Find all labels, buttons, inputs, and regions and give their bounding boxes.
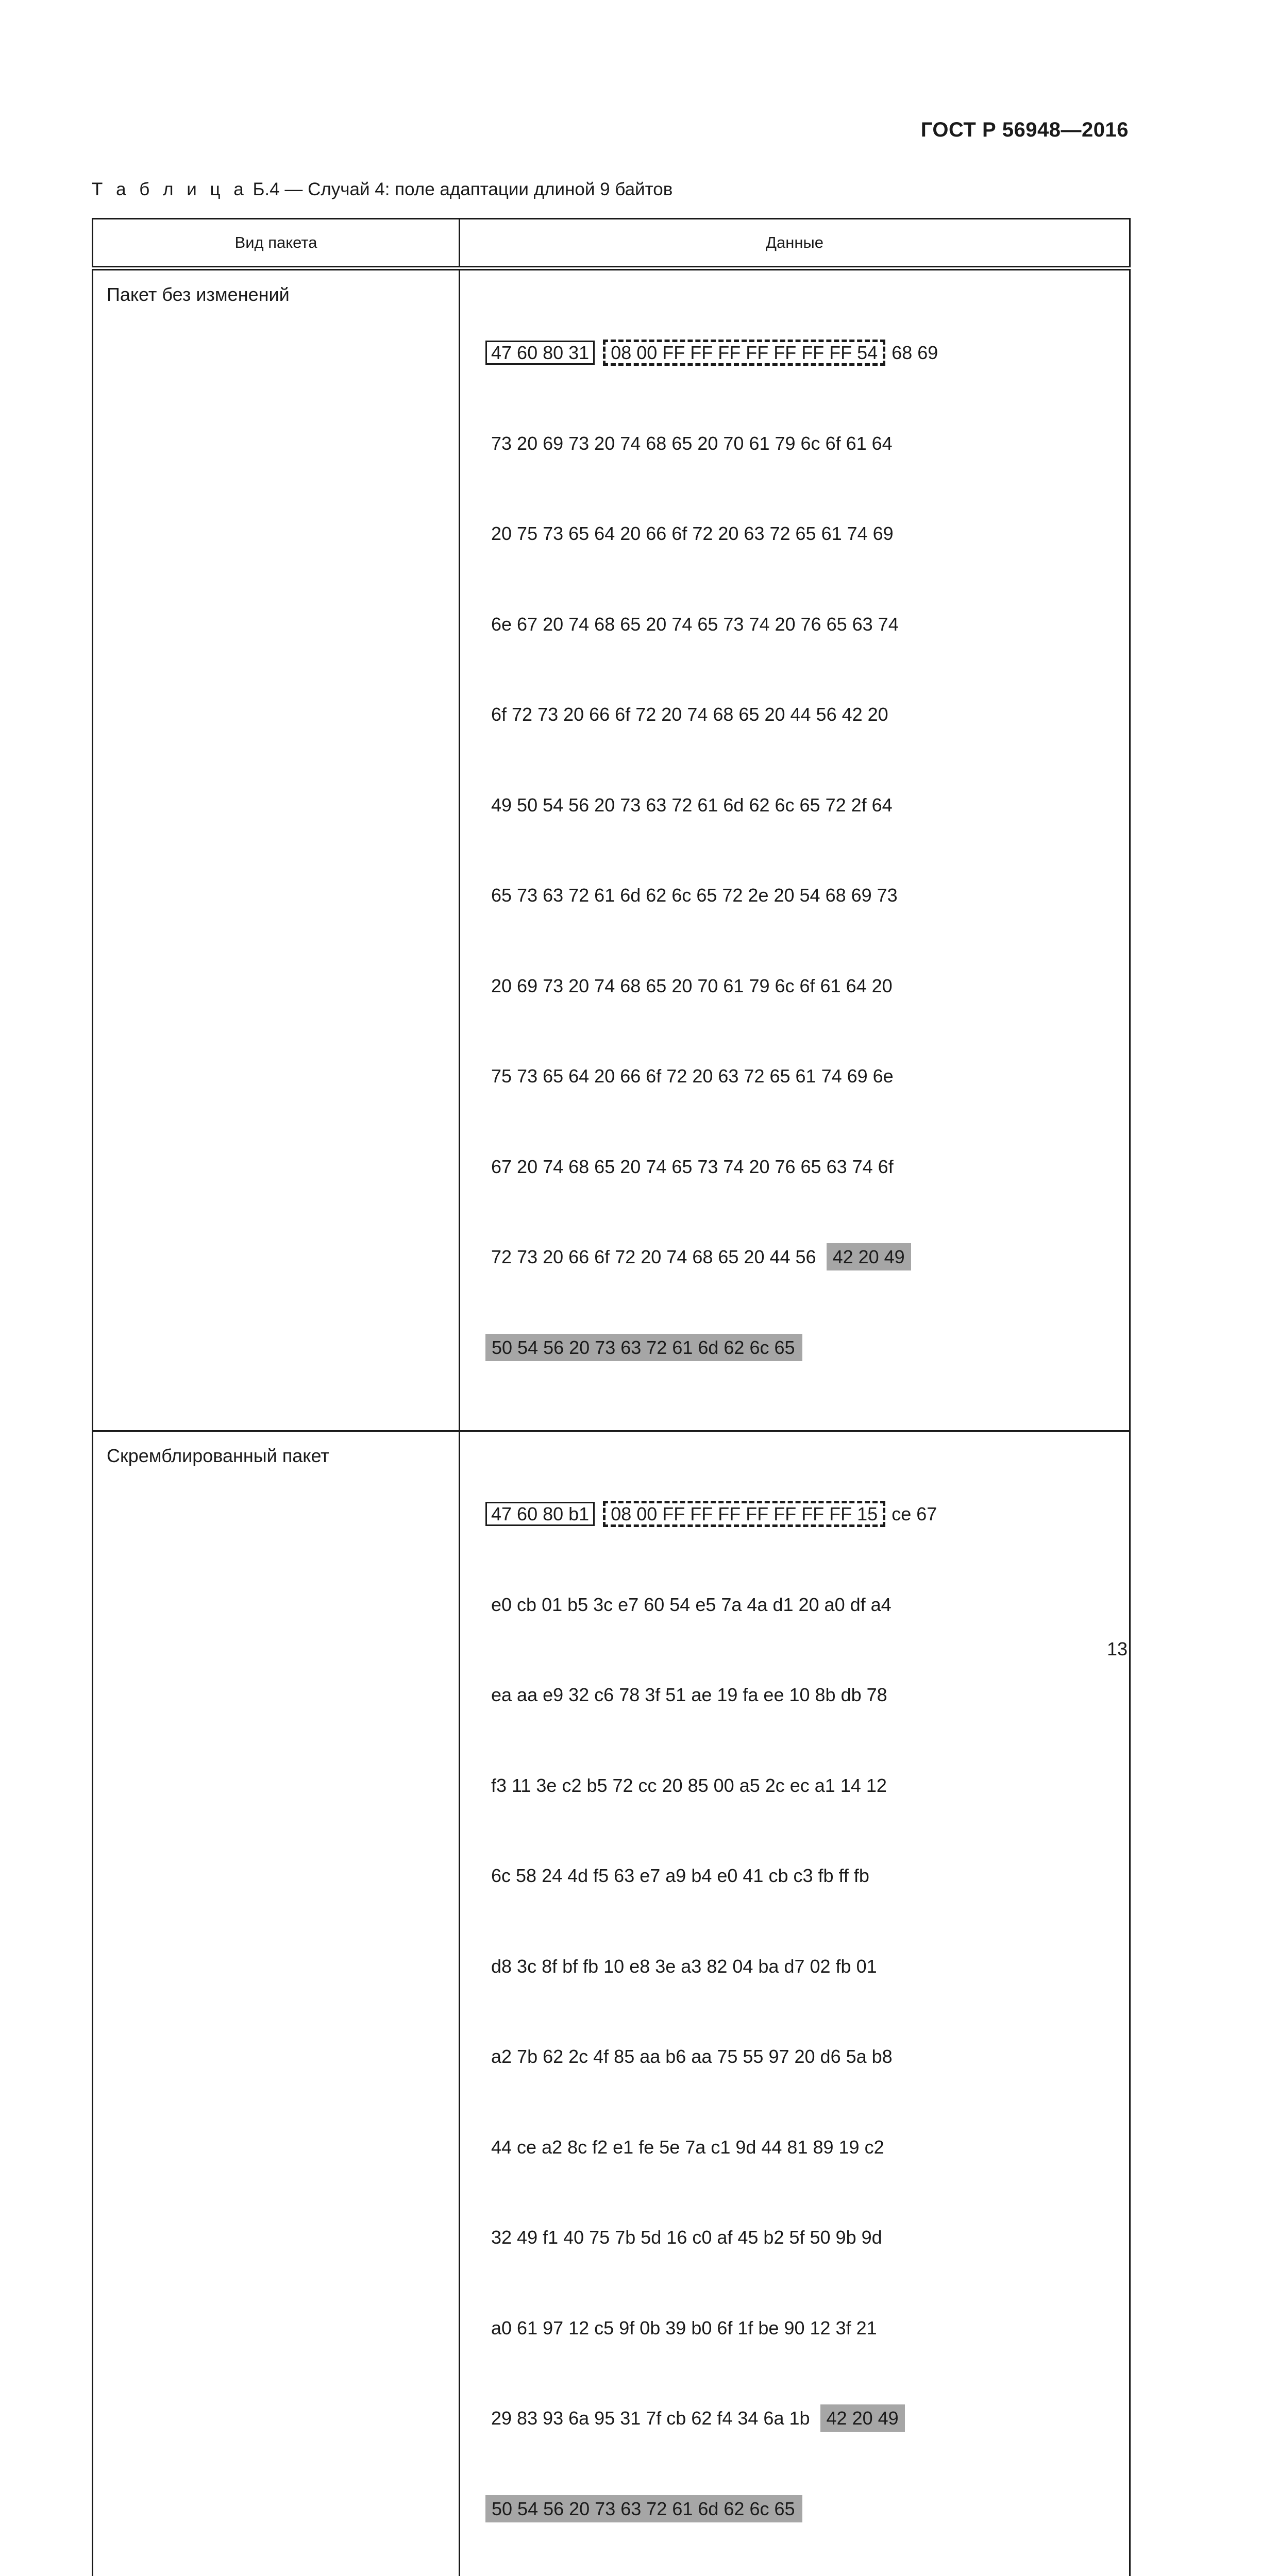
table-row — [93, 1431, 1130, 2576]
caption-prefix: Т а б л и ц а — [92, 179, 248, 199]
adaptation-field-box: 08 00 FF FF FF FF FF FF FF 15 — [603, 1501, 885, 1527]
hex-line: 49 50 54 56 20 73 63 72 61 6d 62 6c 65 72 2f 64 — [491, 790, 1129, 821]
hex-line: 73 20 69 73 20 74 68 65 20 70 61 79 6c 6f 61 64 — [491, 429, 1129, 459]
row-label-original: Пакет без изменений — [93, 268, 460, 1431]
hex-bytes: 72 73 20 66 6f 72 20 74 68 65 20 44 56 — [491, 1246, 816, 1267]
hex-line: 20 69 73 20 74 68 65 20 70 61 79 6c 6f 61 64 20 — [491, 971, 1129, 1002]
hex-line: a2 7b 62 2c 4f 85 aa b6 aa 75 55 97 20 d6 5a b8 — [491, 2042, 1129, 2072]
hex-bytes: 29 83 93 6a 95 31 7f cb 62 f4 34 6a 1b — [491, 2408, 810, 2429]
hex-line-penultimate — [491, 1242, 1129, 1273]
hex-line: 6f 72 73 20 66 6f 72 20 74 68 65 20 44 56 42 20 — [491, 700, 1129, 730]
column-header-packet-type: Вид пакета — [93, 219, 460, 268]
adaptation-field-box: 08 00 FF FF FF FF FF FF FF 54 — [603, 340, 885, 366]
ts-header-box: 47 60 80 31 — [485, 341, 595, 365]
hex-bytes: 68 69 — [892, 342, 938, 363]
hex-line-last — [491, 2494, 1129, 2524]
table-row — [93, 268, 1130, 1431]
hex-line: 32 49 f1 40 75 7b 5d 16 c0 af 45 b2 5f 50 9b 9d — [491, 2223, 1129, 2253]
hex-line: 44 ce a2 8c f2 e1 fe 5e 7a c1 9d 44 81 89 19 c2 — [491, 2132, 1129, 2163]
highlighted-bytes: 42 20 49 — [827, 1243, 911, 1270]
hex-bytes: ce 67 — [892, 1503, 937, 1524]
hex-line-last — [491, 1333, 1129, 1363]
hex-data-scrambled — [460, 1431, 1130, 2576]
standard-designation: ГОСТ Р 56948—2016 — [921, 118, 1129, 142]
table-caption — [92, 179, 672, 200]
column-header-data: Данные — [460, 219, 1130, 268]
hex-line: 75 73 65 64 20 66 6f 72 20 63 72 65 61 74 69 6e — [491, 1061, 1129, 1092]
highlighted-bytes: 50 54 56 20 73 63 72 61 6d 62 6c 65 — [485, 1334, 802, 1361]
hex-line-penultimate — [491, 2403, 1129, 2434]
hex-line: f3 11 3e c2 b5 72 cc 20 85 00 a5 2c ec a1 14 12 — [491, 1771, 1129, 1801]
ts-header-box: 47 60 80 b1 — [485, 1502, 595, 1526]
hex-line-first — [491, 1499, 1129, 1530]
hex-line: a0 61 97 12 c5 9f 0b 39 b0 6f 1f be 90 12 3f 21 — [491, 2313, 1129, 2344]
hex-line: ea aa e9 32 c6 78 3f 51 ae 19 fa ee 10 8b db 78 — [491, 1680, 1129, 1710]
hex-line: e0 cb 01 b5 3c e7 60 54 e5 7a 4a d1 20 a0 df a4 — [491, 1590, 1129, 1620]
hex-dump — [491, 1439, 1129, 2576]
highlighted-bytes: 42 20 49 — [820, 2404, 905, 2432]
table-header-row — [93, 219, 1130, 268]
caption-text: Б.4 — Случай 4: поле адаптации длиной 9 байтов — [248, 179, 673, 199]
hex-line: 67 20 74 68 65 20 74 65 73 74 20 76 65 63 74 6f — [491, 1152, 1129, 1182]
hex-line: 6e 67 20 74 68 65 20 74 65 73 74 20 76 65 63 74 — [491, 609, 1129, 640]
hex-line: 20 75 73 65 64 20 66 6f 72 20 63 72 65 61 74 69 — [491, 519, 1129, 549]
packet-table — [92, 218, 1131, 2576]
hex-line: 6c 58 24 4d f5 63 e7 a9 b4 e0 41 cb c3 fb ff fb — [491, 1861, 1129, 1891]
hex-dump — [491, 278, 1129, 1423]
hex-data-original — [460, 268, 1130, 1431]
page-number: 13 — [1107, 1638, 1128, 1660]
hex-line-first — [491, 338, 1129, 368]
hex-line: 65 73 63 72 61 6d 62 6c 65 72 2e 20 54 68 69 73 — [491, 880, 1129, 911]
row-label-scrambled: Скремблированный пакет — [93, 1431, 460, 2576]
hex-line: d8 3c 8f bf fb 10 e8 3e a3 82 04 ba d7 02 fb 01 — [491, 1952, 1129, 1982]
highlighted-bytes: 50 54 56 20 73 63 72 61 6d 62 6c 65 — [485, 2495, 802, 2522]
